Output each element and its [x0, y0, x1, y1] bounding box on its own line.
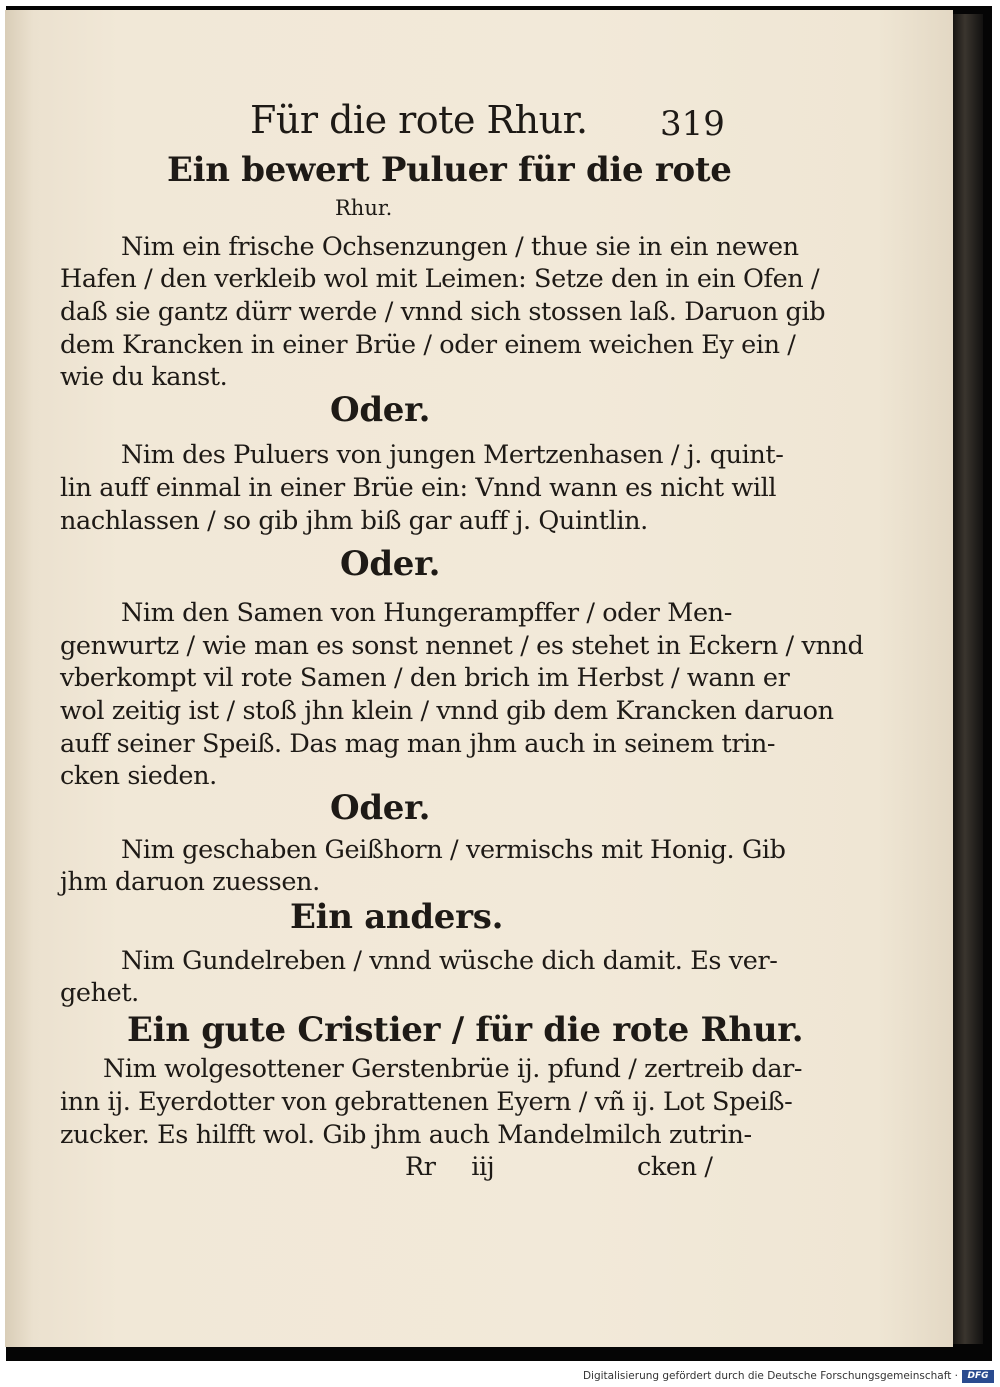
dfg-logo: DFG	[962, 1370, 994, 1383]
book-page-edge	[953, 14, 983, 1344]
text-line: auff seiner Speiß. Das mag man jhm auch in seinem trin-	[60, 729, 776, 759]
text-line: genwurtz / wie man es sonst nennet / es stehet in Eckern / vnnd	[60, 631, 864, 661]
catchword: cken /	[637, 1152, 713, 1182]
text-line: Nim ein frische Ochsenzungen / thue sie in ein newen	[121, 232, 799, 262]
text-line: Nim des Puluers von jungen Mertzenhasen / j. quint-	[121, 440, 784, 470]
text-line: lin auff einmal in einer Brüe ein: Vnnd wann es nicht will	[60, 473, 777, 503]
text-line: Nim Gundelreben / vnnd wüsche dich damit. Es ver-	[121, 946, 778, 976]
section-heading-continued: Rhur.	[335, 196, 393, 220]
book-page	[5, 10, 953, 1347]
text-line: nachlassen / so gib jhm biß gar auff j. Quintlin.	[60, 506, 648, 536]
text-line: Hafen / den verkleib wol mit Leimen: Setze den in ein Ofen /	[60, 264, 820, 294]
text-line: dem Krancken in einer Brüe / oder einem weichen Ey ein /	[60, 330, 796, 360]
text-line: Nim den Samen von Hungerampffer / oder Men-	[121, 598, 732, 628]
signature-mark: Rr iij	[405, 1152, 495, 1182]
text-line: Nim geschaben Geißhorn / vermischs mit Honig. Gib	[121, 835, 786, 865]
funding-credit: Digitalisierung gefördert durch die Deutsche Forschungsgemeinschaft ·	[582, 1370, 958, 1382]
section-heading: Oder.	[330, 788, 431, 828]
section-heading: Oder.	[340, 544, 441, 584]
page-number: 319	[660, 104, 725, 144]
text-line: wol zeitig ist / stoß jhn klein / vnnd gib dem Krancken daruon	[60, 696, 834, 726]
section-heading: Ein bewert Puluer für die rote	[167, 150, 732, 190]
running-head: Für die rote Rhur.	[250, 98, 588, 142]
text-line: zucker. Es hilfft wol. Gib jhm auch Mandelmilch zutrin-	[60, 1120, 752, 1150]
text-line: inn ij. Eyerdotter von gebrattenen Eyern / vñ ij. Lot Speiß-	[60, 1087, 793, 1117]
text-line: cken sieden.	[60, 761, 217, 791]
text-line: vberkompt vil rote Samen / den brich im Herbst / wann er	[60, 663, 790, 693]
text-line: gehet.	[60, 978, 139, 1008]
text-line: Nim wolgesottener Gerstenbrüe ij. pfund / zertreib dar-	[103, 1054, 803, 1084]
footer-bar	[0, 1367, 1000, 1387]
text-line: wie du kanst.	[60, 362, 228, 392]
text-line: jhm daruon zuessen.	[60, 867, 320, 897]
section-heading: Oder.	[330, 390, 431, 430]
section-heading: Ein anders.	[290, 897, 504, 937]
text-line: daß sie gantz dürr werde / vnnd sich stossen laß. Daruon gib	[60, 297, 826, 327]
section-heading: Ein gute Cristier / für die rote Rhur.	[127, 1010, 804, 1050]
